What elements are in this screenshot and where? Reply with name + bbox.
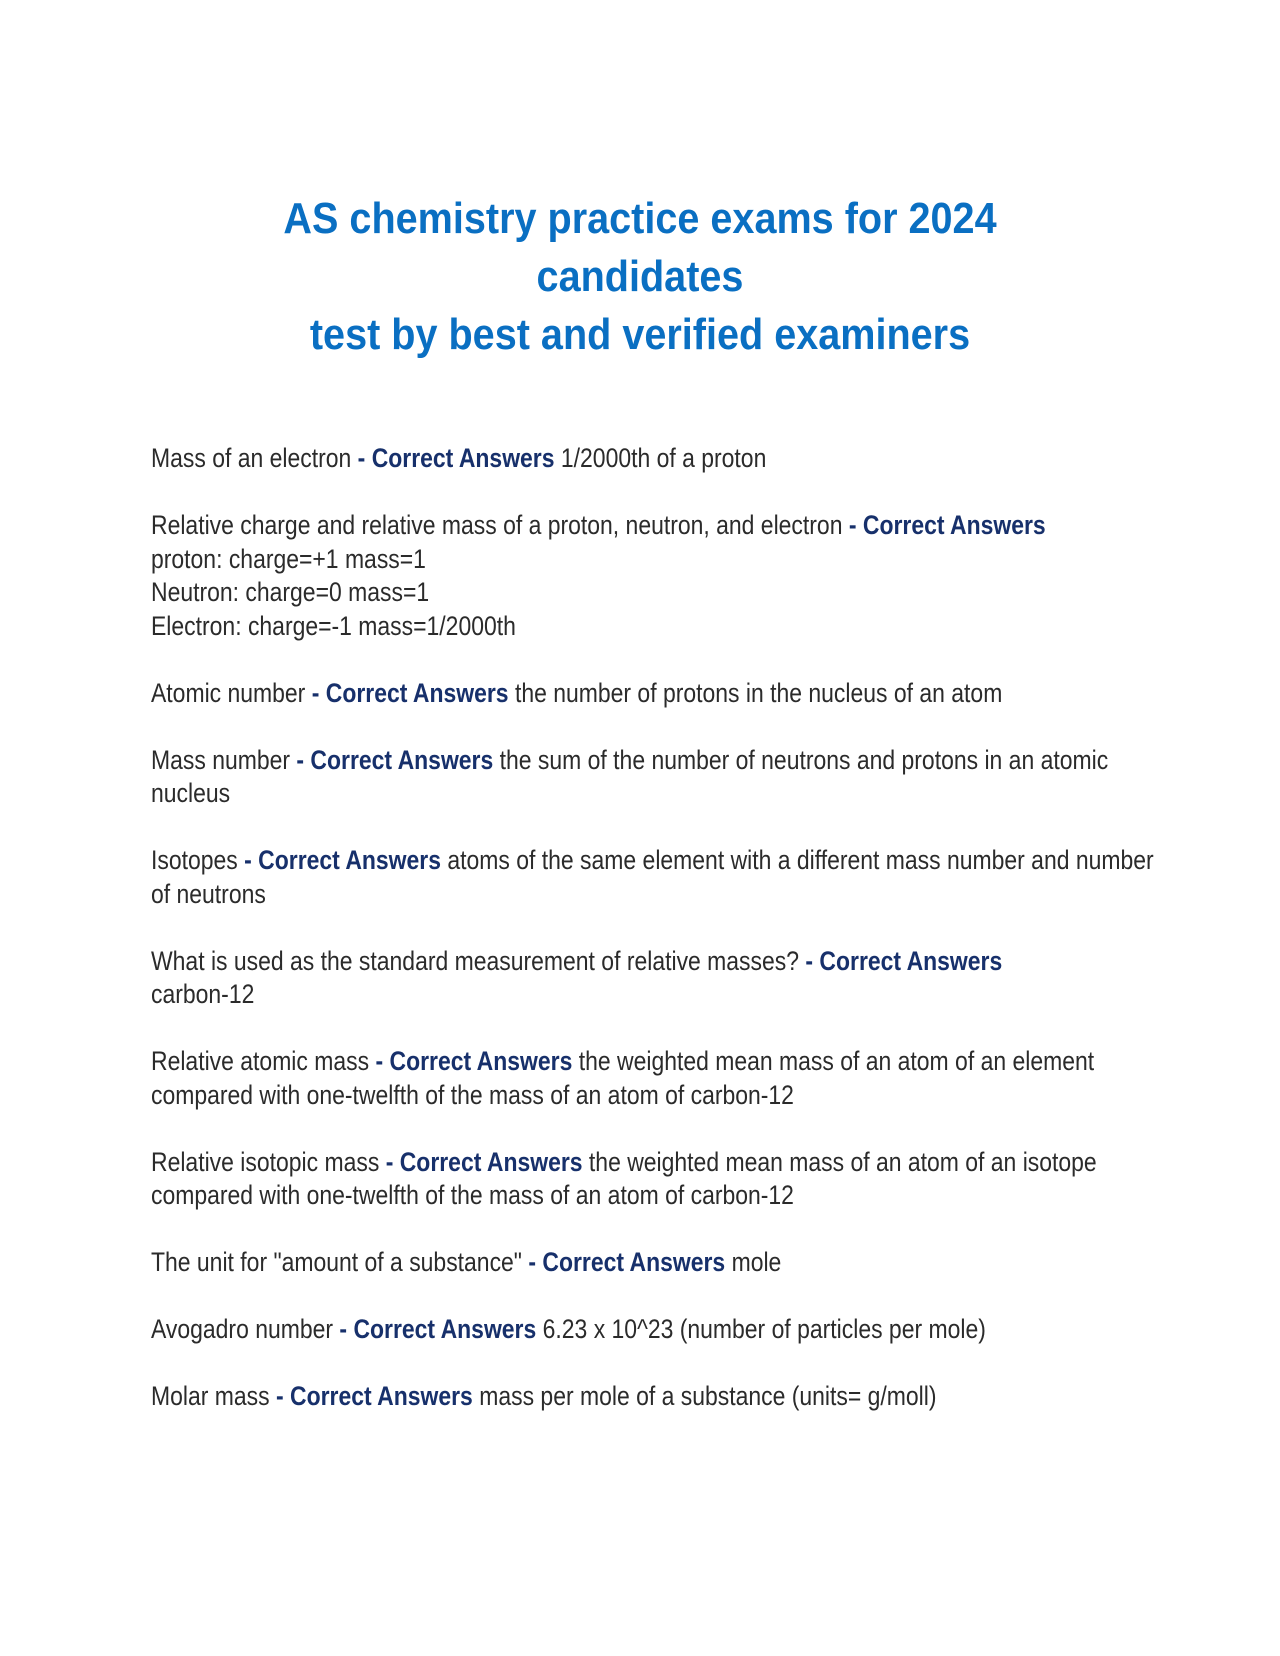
correct-answers-label: - Correct Answers <box>848 510 1046 540</box>
answer-text: mole <box>731 1247 782 1277</box>
answer-text: the number of protons in the nucleus of an atom <box>514 677 1003 708</box>
question-text: Relative atomic mass <box>151 1046 370 1076</box>
correct-answers-label: - Correct Answers <box>528 1247 726 1277</box>
answer-line-electron: Electron: charge=-1 mass=1/2000th <box>151 610 516 641</box>
question-text: Isotopes <box>151 845 238 875</box>
qa-item-isotopes <box>151 844 1154 911</box>
qa-item-standard-measurement <box>151 945 1154 1012</box>
question-text: Mass of an electron <box>151 443 352 473</box>
qa-item-relative-isotopic-mass <box>151 1146 1154 1213</box>
qa-item-amount-unit <box>151 1246 1154 1280</box>
answer-line-proton: proton: charge=+1 mass=1 <box>151 543 426 574</box>
qa-item-avogadro-number <box>151 1313 1154 1347</box>
page-title <box>181 190 1099 364</box>
correct-answers-label: - Correct Answers <box>357 443 555 473</box>
question-text: The unit for "amount of a substance" <box>151 1247 522 1277</box>
correct-answers-label: - Correct Answers <box>375 1046 573 1076</box>
answer-line-neutron: Neutron: charge=0 mass=1 <box>151 577 430 607</box>
answer-text: carbon-12 <box>151 979 255 1009</box>
answer-text: the weighted mean mass of an atom of an element compared with one-twelfth of the mass of an atom of carbon-12 <box>151 1046 1095 1110</box>
correct-answers-label: - Correct Answers <box>275 1381 473 1411</box>
qa-item-relative-charge-mass <box>151 509 1154 643</box>
question-text: Atomic number <box>151 677 306 708</box>
question-text: Molar mass <box>151 1381 270 1411</box>
correct-answers-label: - Correct Answers <box>339 1314 537 1344</box>
question-text: Mass number <box>151 744 291 775</box>
correct-answers-label: - Correct Answers <box>805 945 1003 976</box>
question-text: Relative charge and relative mass of a proton, neutron, and electron <box>151 510 843 540</box>
correct-answers-label: - Correct Answers <box>296 744 494 775</box>
answer-text: the weighted mean mass of an atom of an isotope compared with one-twelfth of the mass of an atom of carbon-12 <box>151 1146 1097 1210</box>
title-line-1: AS chemistry practice exams for 2024 candidates <box>283 194 997 301</box>
question-text: Relative isotopic mass <box>151 1146 380 1177</box>
answer-text: atoms of the same element with a different mass number and number of neutrons <box>151 845 1154 909</box>
answer-text: mass per mole of a substance (units= g/moll) <box>479 1381 937 1411</box>
question-text: Avogadro number <box>151 1314 334 1344</box>
qa-item-mass-number <box>151 744 1154 811</box>
qa-item-atomic-number <box>151 677 1154 711</box>
answer-text: 1/2000th of a proton <box>560 443 767 473</box>
qa-item-molar-mass <box>151 1380 1154 1414</box>
correct-answers-label: - Correct Answers <box>385 1146 583 1177</box>
question-text: What is used as the standard measurement of relative masses? <box>151 945 800 976</box>
correct-answers-label: - Correct Answers <box>311 677 509 708</box>
correct-answers-label: - Correct Answers <box>244 845 441 875</box>
answer-text: the sum of the number of neutrons and protons in an atomic nucleus <box>151 744 1109 808</box>
qa-list <box>151 442 1154 1447</box>
answer-text: 6.23 x 10^23 (number of particles per mole) <box>542 1314 986 1344</box>
qa-item-relative-atomic-mass <box>151 1045 1154 1112</box>
title-line-2: test by best and verified examiners <box>309 310 971 359</box>
qa-item-electron-mass <box>151 442 1154 476</box>
